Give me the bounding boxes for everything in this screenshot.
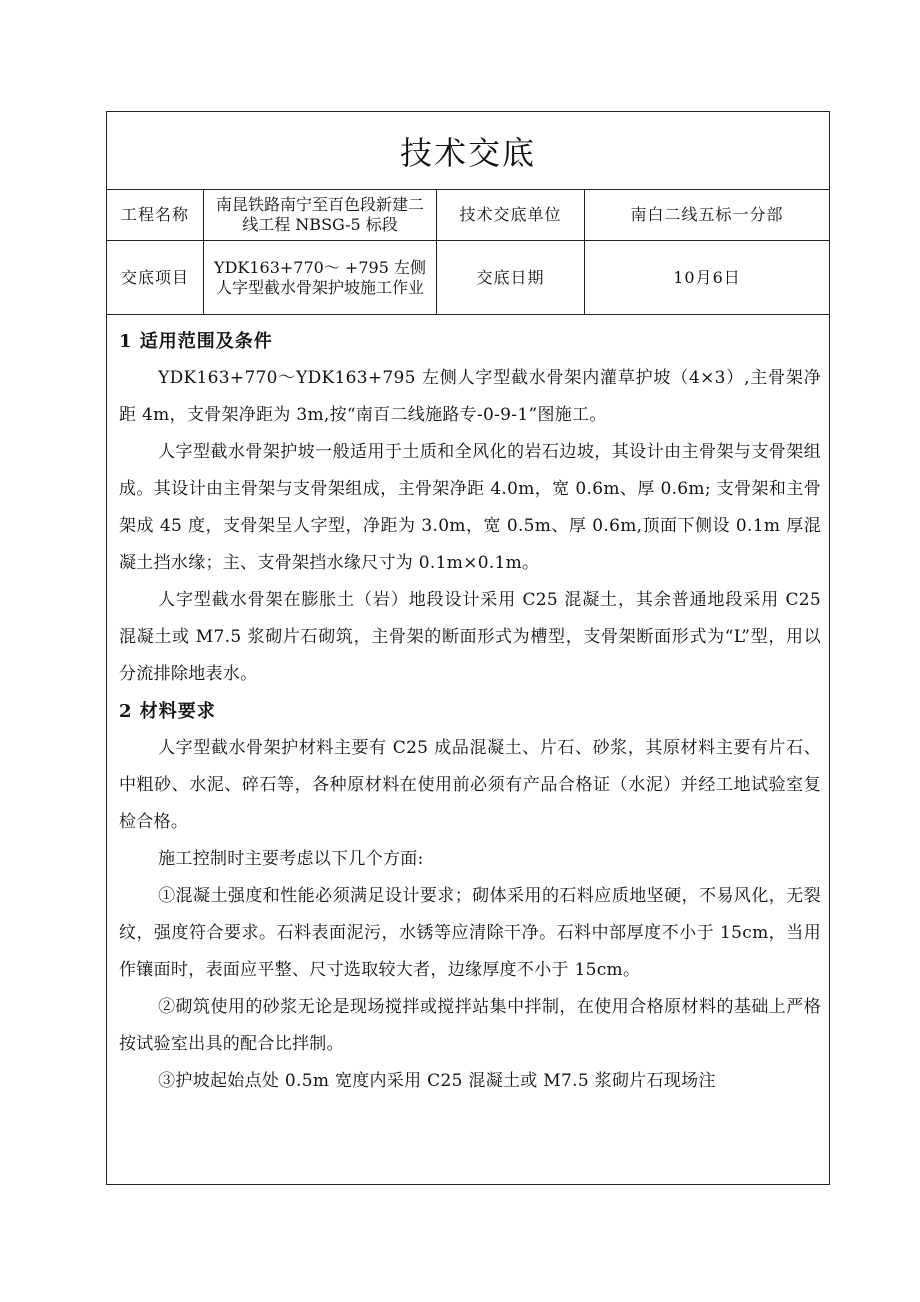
paragraph: ②砌筑使用的砂浆无论是现场搅拌或搅拌站集中拌制，在使用合格原材料的基础上严格按试验室出具的配合比拌制。 — [119, 997, 821, 1054]
paragraph: ③护坡起始点处 0.5m 宽度内采用 C25 混凝土或 M7.5 浆砌片石现场注 — [158, 1071, 716, 1091]
document-body — [107, 315, 829, 1100]
paragraph: 人字型截水骨架护坡一般适用于土质和全风化的岩石边坡，其设计由主骨架与支骨架组成。其设计由主骨架与支骨架组成，主骨架净距 4.0m，宽 0.6m、厚 0.6m; 支骨架和主骨架成 45 度，支骨架呈人字型，净距为 3.0m，宽 0.5m、厚 0.6m,顶面下侧设 0.1m 厚混凝土挡水缘；主、支骨架挡水缘尺寸为 0.1m×0.1m。 — [119, 442, 821, 573]
item-label: 交底项目 — [107, 241, 204, 314]
unit-label: 技术交底单位 — [437, 190, 585, 240]
section-heading: 2 材料要求 — [119, 701, 216, 722]
paragraph: YDK163+770～YDK163+795 左侧人字型截水骨架内灌草护坡（4×3）,主骨架净距 4m，支骨架净距为 3m,按“南百二线施路专-0-9-1”图施工。 — [119, 368, 821, 425]
date-label: 交底日期 — [437, 241, 585, 314]
paragraph: ①混凝土强度和性能必须满足设计要求；砌体采用的石料应质地坚硬，不易风化，无裂纹，强度符合要求。石料表面泥污，水锈等应清除干净。石料中部厚度不小于 15cm，当用作镶面时，表面应平整、尺寸选取较大者，边缘厚度不小于 15cm。 — [119, 886, 821, 980]
title-row — [107, 112, 829, 190]
header-row-project — [107, 190, 829, 241]
header-row-item — [107, 241, 829, 315]
project-name-label: 工程名称 — [107, 190, 204, 240]
paragraph: 人字型截水骨架护材料主要有 C25 成品混凝土、片石、砂浆，其原材料主要有片石、中粗砂、水泥、碎石等，各种原材料在使用前必须有产品合格证（水泥）并经工地试验室复检合格。 — [119, 738, 821, 832]
unit-value: 南白二线五标一分部 — [630, 205, 784, 224]
date-value: 10月6日 — [673, 267, 741, 287]
project-name-value: 南昆铁路南宁至百色段新建二线工程 NBSG-5 标段 — [204, 190, 437, 240]
technical-briefing-form — [106, 111, 830, 1185]
paragraph: 施工控制时主要考虑以下几个方面: — [158, 849, 424, 869]
document-title: 技术交底 — [399, 133, 536, 172]
section-heading: 1 适用范围及条件 — [119, 331, 273, 352]
paragraph: 人字型截水骨架在膨胀土（岩）地段设计采用 C25 混凝土，其余普通地段采用 C25 混凝土或 M7.5 浆砌片石砌筑，主骨架的断面形式为槽型，支骨架断面形式为“L”型，用以分流排除地表水。 — [119, 590, 821, 684]
item-value: YDK163+770～ +795 左侧人字型截水骨架护坡施工作业 — [204, 241, 437, 314]
